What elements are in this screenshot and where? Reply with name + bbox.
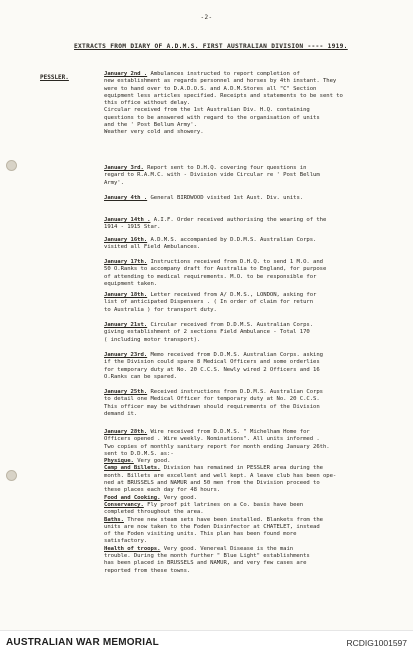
subsection-line [104,546,394,553]
binding-hole [6,470,17,481]
subsection-line [104,495,394,502]
subsection-text: month. Billets are excellent and well kept. A leave club has been ope- [104,472,337,479]
entry-text: General BIRDWOOD visited 1st Aust. Div. units. [150,195,304,201]
subsection-text: trouble. During the month further " Blue Light" establishments [104,553,310,560]
entry-text: Report sent to D.H.Q. covering four questions in [147,165,307,171]
entry-line [104,292,394,299]
entry-text: Army'. [104,179,124,186]
entry-line [104,436,394,443]
entry-date: January 16th. [104,237,148,243]
entry-date: January 25th. [104,389,148,395]
entry-text: Wire received from D.D.M.S. " Michelham Home for [150,429,310,435]
entry-date: January 18th. [104,292,148,298]
entry-line [104,404,394,411]
entry-text: giving establishment of 2 sections Field Ambulance - Total 170 [104,329,310,336]
subsection-line [104,531,394,538]
entry-line [104,93,394,100]
subsection-line [104,517,394,524]
subsection-line [104,502,394,509]
entry-text: sent to D.D.M.S. as:- [104,450,174,457]
subsection-text: Very good. [137,458,171,465]
entry-text: visited all Field Ambulances. [104,244,201,251]
entry-line [104,299,394,306]
subsection-label: Physique. [104,458,134,465]
entry-line [104,217,394,224]
diary-entry [104,165,394,187]
subsection-text: these places each day for 48 hours. [104,487,221,494]
subsection-text: satisfactory. [104,538,148,545]
diary-entry [104,429,394,575]
diary-entry [104,389,394,418]
entry-text: Memo received from D.D.M.S. Australian Corps. asking [150,352,323,358]
entry-text: Ambulances instructed to report completion of [150,71,300,77]
subsection-text: reported from these towns. [104,567,191,574]
entry-line [104,165,394,172]
entry-line [104,129,394,136]
subsection-label: Food and Cooking. [104,494,161,501]
subsection-line [104,473,394,480]
entry-line [104,374,394,381]
entry-text: if the Division could spare 8 Medical Officers and some orderlies [104,359,320,366]
entry-line [104,322,394,329]
entry-line [104,100,394,107]
subsection-text: units are now taken to the Foden Disinfector at CHATELET, instead [104,523,320,530]
entry-text: for temporary duty at No. 20 C.C.S. Newly wired 2 Officers and 16 [104,366,320,373]
entry-line [104,259,394,266]
entry-text: equipment taken. [104,280,158,287]
subsection-text: completed throughout the area. [104,509,204,516]
diary-entry [104,259,394,288]
entry-date: January 2nd . [104,71,148,77]
archive-footer [0,630,413,655]
entry-line [104,411,394,418]
entry-text: Circular received from the 1st Australian Div. H.Q. containing [104,107,310,114]
entry-text: this office without delay. [104,100,191,107]
subsection-text: of the Foden visiting units. This plan has been found more [104,531,297,538]
subsection-line [104,560,394,567]
entry-date: January 14th . [104,217,151,223]
entry-date: January 4th . [104,195,148,201]
entry-text: 50 O.Ranks to accompany draft for Australia to England, for purpose [104,266,327,273]
entry-line [104,78,394,85]
subsection-text: Very good. [163,494,197,501]
subsection-label: Baths. [104,516,124,523]
subsection-line [104,465,394,472]
entry-text: This officer may be withdrawn should requirements of the Division [104,403,320,410]
entry-text: A.I.F. Order received authorising the wearing of the [153,217,327,223]
document-title: EXTRACTS FROM DIARY OF A.D.M.S. FIRST AUSTRALIAN DIVISION ---- 1919. [74,43,348,50]
entry-text: ( including motor transport). [104,336,201,343]
entry-line [104,244,394,251]
entry-line [104,71,394,78]
entry-line [104,367,394,374]
entry-line [104,107,394,114]
entry-line [104,274,394,281]
diary-entry [104,322,394,344]
entry-text: Received instructions from D.D.M.S. Australian Corps [150,389,323,395]
subsection-line [104,524,394,531]
subsection-line [104,458,394,465]
entry-line [104,389,394,396]
subsection-label: Health of troops. [104,545,161,552]
diary-entry [104,352,394,381]
entry-text: were to hand over to D.A.D.O.S. and A.D.M.Stores all "C" Section [104,85,317,92]
subsection-text: ned at BRUSSELS and NAMUR and 50 men from the Division proceed to [104,480,320,487]
entry-line [104,172,394,179]
diary-entry [104,237,394,252]
diary-entry [104,292,394,314]
entry-date: January 17th. [104,259,148,265]
entry-line [104,444,394,451]
record-id: RCDIG1001597 [346,638,407,648]
entry-text: Letter received from A/ D.M.S., LONDON, asking for [150,292,317,298]
subsection-text: Very good. Venereal Disease is the main [163,545,294,552]
subsection-text: Three new steam sets have been installed. Blankets from the [127,516,323,523]
entry-line [104,115,394,122]
entry-line [104,359,394,366]
entry-line [104,180,394,187]
entry-date: January 23rd. [104,352,148,358]
entry-text: and the ' Post Bellum Army'. [104,122,197,129]
subsection-text: Fly proof pit latrines on a Co. basis have been [147,501,304,508]
entry-text: 1914 - 1915 Star. [104,224,161,231]
subsection-label: Conservancy. [104,501,144,508]
diary-entry [104,195,394,202]
entry-line [104,352,394,359]
subsection-line [104,553,394,560]
subsection-line [104,480,394,487]
entry-text: A.D.M.S. accompanied by D.D.M.S. Australian Corps. [150,237,317,243]
page-number: -2- [200,14,213,21]
entry-date: January 21st. [104,322,148,328]
binding-hole [6,160,17,171]
entry-text: to Australia ) for transport duty. [104,306,217,313]
entry-line [104,451,394,458]
entry-text: new establishment as regards personnel and horses by 4th instant. They [104,78,337,85]
entry-text: Officers opened . Wire weekly. Nominations". All units informed . [104,436,320,443]
entry-line [104,195,394,202]
entry-line [104,237,394,244]
location-heading: PESSLER. [40,74,69,81]
diary-entry [104,71,394,137]
entry-text: Two copies of monthly sanitary report for month ending January 26th. [104,443,330,450]
entry-text: demand it. [104,410,138,417]
entry-text: regard to R.A.M.C. with - Division vide Circular re ' Post Bellum [104,172,320,179]
entry-text: Weather very cold and showery. [104,129,204,136]
archive-name: AUSTRALIAN WAR MEMORIAL [6,637,159,648]
entry-text: O.Ranks can be spared. [104,373,177,380]
subsection-line [104,487,394,494]
entry-text: of attending to medical requirements. M.O. to be responsible for [104,273,317,280]
entry-date: January 28th. [104,429,148,435]
entry-line [104,396,394,403]
entry-line [104,281,394,288]
subsection-label: Camp and Billets. [104,465,161,472]
entry-text: Instructions received from D.H.Q. to send 1 M.O. and [150,259,323,265]
subsection-line [104,538,394,545]
entry-line [104,429,394,436]
subsection-text: has been placed in BRUSSELS and NAMUR, and very few cases are [104,560,307,567]
entry-line [104,307,394,314]
diary-entry [104,217,394,232]
entry-text: Circular received from D.D.M.S. Australian Corps. [150,322,314,328]
entry-line [104,224,394,231]
entry-date: January 3rd. [104,165,144,171]
entry-text: list of anticipated Dispensers . ( In order of claim for return [104,299,314,306]
entry-line [104,86,394,93]
entry-line [104,329,394,336]
entry-line [104,266,394,273]
entry-text: equipment less articles specified. Receipts and statements to be sent to [104,92,343,99]
subsection-text: Division has remained in PESSLER area during the [163,465,323,472]
subsection-line [104,509,394,516]
entry-line [104,337,394,344]
entry-text: to detail one Medical Officer for temporary duty at No. 20 C.C.S. [104,396,320,403]
subsection-line [104,568,394,575]
entry-text: questions to be answered with regard to the organisation of units [104,114,320,121]
entry-line [104,122,394,129]
